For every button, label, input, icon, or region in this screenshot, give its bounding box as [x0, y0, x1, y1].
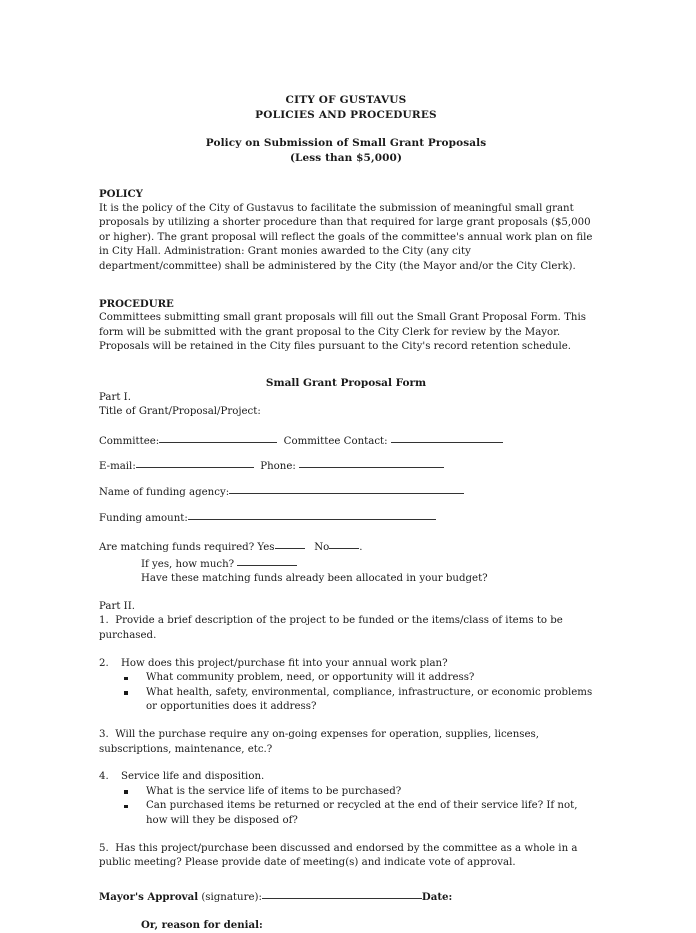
- matching-funds-label: Are matching funds required? Yes: [99, 542, 275, 554]
- policy-title-line1: Policy on Submission of Small Grant Proposals: [205, 137, 487, 149]
- matching-no-input[interactable]: [329, 539, 359, 549]
- document-content: [99, 93, 593, 933]
- committee-row: [99, 433, 593, 450]
- funding-agency-row: [99, 484, 593, 501]
- question-1-number: 1.: [99, 615, 109, 627]
- square-bullet-icon: [124, 691, 128, 695]
- funding-agency-input[interactable]: [229, 484, 464, 494]
- policy-section: [99, 187, 593, 275]
- committee-input[interactable]: [159, 433, 277, 443]
- committee-label: Committee:: [99, 435, 160, 447]
- form-part-two: [99, 600, 593, 871]
- list-item: [99, 671, 593, 686]
- question-4-bullets: [99, 785, 593, 829]
- committee-contact-label: Committee Contact:: [283, 435, 388, 447]
- matching-howmuch-input[interactable]: [237, 556, 297, 566]
- mayor-approval-row: [99, 889, 593, 906]
- question-5-number: 5.: [99, 842, 109, 854]
- signature-input[interactable]: [262, 889, 422, 899]
- question-5: [99, 842, 593, 871]
- org-name-line2: POLICIES AND PROCEDURES: [255, 108, 437, 121]
- policy-title-line2: (Less than $5,000): [289, 151, 403, 164]
- form-title: Small Grant Proposal Form: [265, 376, 427, 389]
- date-label: Date:: [421, 890, 453, 903]
- question-4-text: Service life and disposition.: [121, 771, 265, 783]
- signature-label: (signature):: [198, 891, 262, 903]
- denial-reason-label: Or, reason for denial:: [141, 919, 263, 932]
- phone-label: Phone:: [260, 461, 296, 473]
- list-item: [99, 686, 593, 715]
- question-1-text: Provide a brief description of the project to be funded or the items/class of items to be purchased.: [99, 615, 563, 642]
- square-bullet-icon: [124, 790, 128, 794]
- funding-amount-input[interactable]: [188, 510, 436, 520]
- square-bullet-icon: [124, 677, 128, 681]
- matching-funds-row: [99, 539, 593, 556]
- funding-agency-label: Name of funding agency:: [99, 486, 230, 498]
- phone-input[interactable]: [299, 458, 444, 468]
- contact-row: [99, 458, 593, 475]
- matching-no-label: No: [314, 542, 330, 554]
- list-item: [99, 799, 593, 828]
- matching-howmuch-row: [99, 556, 593, 573]
- question-2-number: 2.: [99, 657, 109, 669]
- question-5-text: Has this project/purchase been discussed and endorsed by the committee as a whole in a public meeting? Please provide date of meeting(s) and indicate vote of approval.: [99, 842, 578, 869]
- question-1: [99, 614, 593, 643]
- question-4-bullet-2: Can purchased items be returned or recycled at the end of their service life? If not, how will they be disposed of?: [146, 800, 578, 826]
- question-2-bullets: [99, 671, 593, 715]
- question-3-number: 3.: [99, 729, 109, 741]
- question-3: [99, 728, 593, 757]
- matching-period: .: [359, 542, 363, 554]
- question-3-text: Will the purchase require any on-going expenses for operation, supplies, licenses, subscriptions, maintenance, etc.?: [99, 729, 539, 755]
- question-4: [99, 770, 593, 785]
- email-label: E-mail:: [99, 461, 136, 473]
- funding-amount-label: Funding amount:: [99, 512, 188, 524]
- email-input[interactable]: [136, 458, 254, 468]
- part-one-label: Part I.: [99, 391, 131, 403]
- procedure-section: [99, 297, 593, 355]
- project-title-label: Title of Grant/Proposal/Project:: [99, 406, 261, 418]
- list-item: [99, 785, 593, 800]
- matching-allocated-row: Have these matching funds already been allocated in your budget?: [141, 573, 488, 585]
- mayor-approval-label: Mayor's Approval: [99, 890, 199, 903]
- question-2: [99, 657, 593, 672]
- funding-amount-row: [99, 510, 593, 527]
- committee-contact-input[interactable]: [391, 433, 503, 443]
- procedure-heading: PROCEDURE: [99, 297, 174, 310]
- form-part-one: [99, 391, 593, 587]
- question-2-bullet-2: What health, safety, environmental, compliance, infrastructure, or economic problems or opportunities does it address?: [146, 686, 593, 713]
- question-2-text: How does this project/purchase fit into your annual work plan?: [121, 657, 448, 669]
- policy-body: It is the policy of the City of Gustavus to facilitate the submission of meaningful small grant proposals by utilizing a shorter procedure than that required for large grant proposals ($5,000 or higher). The grant proposal will reflect the goals of the committee's annual work plan on file in City Hall. Administration: Grant monies awarded to the City (any city department/committee) shall be administered by the City (the Mayor and/or the City Clerk).: [99, 202, 593, 272]
- question-4-number: 4.: [99, 771, 109, 783]
- question-2-bullet-1: What community problem, need, or opportunity will it address?: [146, 672, 475, 684]
- org-name-line1: CITY OF GUSTAVUS: [285, 94, 407, 106]
- question-4-bullet-1: What is the service life of items to be purchased?: [146, 785, 402, 797]
- procedure-body: Committees submitting small grant proposals will fill out the Small Grant Proposal Form. This form will be submitted with the grant proposal to the City Clerk for review by the Mayor. Proposals will be retained in the City files pursuant to the City's record retention schedule.: [99, 312, 586, 353]
- policy-heading: POLICY: [99, 188, 143, 200]
- part-two-label: Part II.: [99, 600, 135, 612]
- square-bullet-icon: [124, 805, 128, 809]
- matching-yes-input[interactable]: [275, 539, 305, 549]
- matching-howmuch-label: If yes, how much?: [141, 558, 235, 570]
- document-header: [99, 93, 593, 165]
